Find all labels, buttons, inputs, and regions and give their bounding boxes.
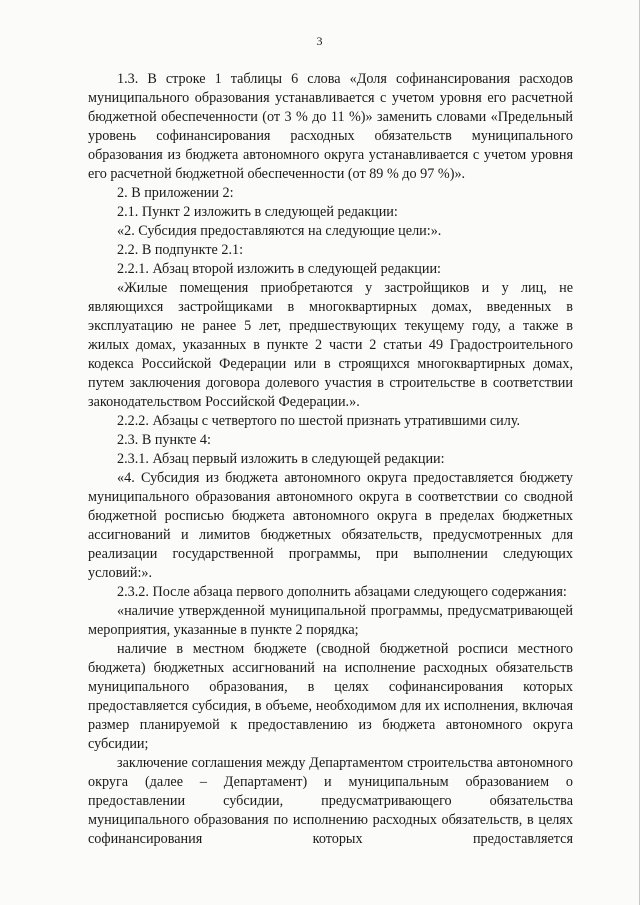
paragraph-2-2-1: 2.2.1. Абзац второй изложить в следующей редакции:: [117, 261, 441, 277]
paragraph-2-1-quote: «2. Субсидия предоставляются на следующие цели:».: [117, 223, 442, 239]
paragraph-2-2-1-quote: «Жилые помещения приобретаются у застройщиков и у лиц, не являющихся застройщиками в многоквартирных домах, введенных в эксплуатацию не ранее 5 лет, предшествующих текущему году, а также в жилых домах, указанных в пункте 2 части 2 статьи 49 Градостроительного кодекса Российской Федерации или в строящихся многоквартирных домах, путем заключения договора долевого участия в строительстве в соответствии законодательством Российской Федерации.».: [88, 280, 573, 410]
paragraph-condition-budget: наличие в местном бюджете (сводной бюджетной росписи местного бюджета) бюджетных ассигнований на исполнение расходных обязательств муниципального образования, в целях софинансирования которых предоставляется субсидия, в объеме, необходимом для их исполнения, включая размер планируемой к предоставлению из бюджета автономного округа субсидии;: [88, 641, 573, 752]
paragraph-2-3-2: 2.3.2. После абзаца первого дополнить абзацами следующего содержания:: [117, 584, 567, 600]
paragraph-2-3-1: 2.3.1. Абзац первый изложить в следующей редакции:: [117, 451, 445, 467]
document-body: [88, 70, 573, 849]
paragraph-condition-program: «наличие утвержденной муниципальной программы, предусматривающей мероприятия, указанные в пункте 2 порядка;: [88, 603, 573, 638]
paragraph-2: 2. В приложении 2:: [117, 185, 234, 201]
paragraph-1-3: 1.3. В строке 1 таблицы 6 слова «Доля софинансирования расходов муниципального образования устанавливается с учетом уровня его расчетной бюджетной обеспеченности (от 3 % до 11 %)» заменить словами «Предельный уровень софинансирования расходных обязательств муниципального образования из бюджета автономного округа устанавливается с учетом уровня его расчетной бюджетной обеспеченности (от 89 % до 97 %)».: [88, 71, 573, 182]
paragraph-2-1: 2.1. Пункт 2 изложить в следующей редакции:: [117, 204, 398, 220]
paragraph-2-3-1-quote: «4. Субсидия из бюджета автономного округа предоставляется бюджету муниципального образования автономного округа в соответствии со сводной бюджетной росписью бюджета автономного округа в пределах бюджетных ассигнований и лимитов бюджетных обязательств, предусмотренных для реализации государственной программы, при выполнении следующих условий:».: [88, 470, 573, 581]
page-number: 3: [316, 34, 323, 48]
paragraph-2-3: 2.3. В пункте 4:: [117, 432, 211, 448]
paragraph-2-2: 2.2. В подпункте 2.1:: [117, 242, 244, 258]
paragraph-2-2-2: 2.2.2. Абзацы с четвертого по шестой признать утратившими силу.: [117, 413, 521, 429]
paragraph-condition-agreement: заключение соглашения между Департаментом строительства автономного округа (далее – Департамент) и муниципальным образованием о предоставлении субсидии, предусматривающего обязательства муниципального образования по исполнению расходных обязательств, в целях софинансирования которых предоставляется: [88, 755, 573, 847]
